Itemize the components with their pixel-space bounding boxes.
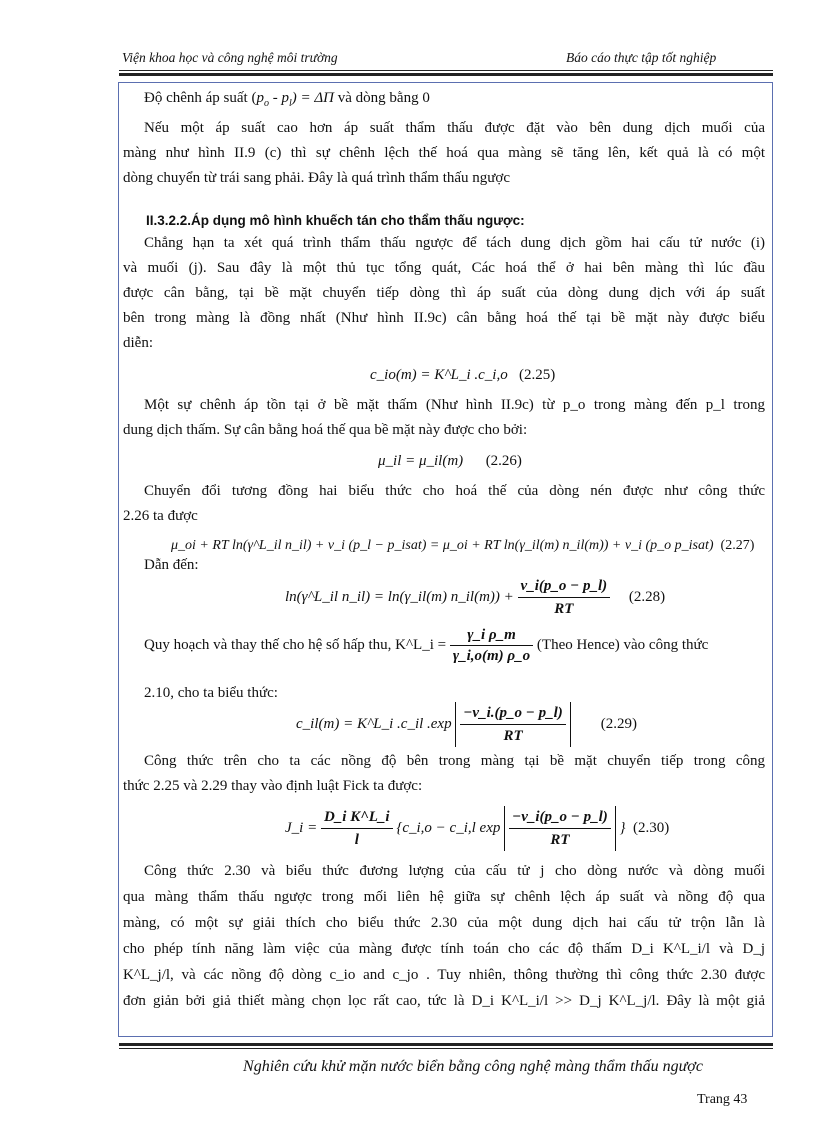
text-line: Chẳng hạn ta xét quá trình thẩm thấu ngược để tách dung dịch gồm hai cấu tử nước (i): [144, 235, 765, 251]
text-line: màng, có một sự giải thích cho biểu thức 2.30 của một dung dịch hai cấu tử trộn lẫn là: [123, 915, 765, 931]
header-rule-thick: [119, 73, 773, 76]
text-line: 2.10, cho ta biểu thức:: [144, 685, 278, 701]
text-line: Quy hoạch và thay thế cho hệ số hấp thu, K^L_i = $\frac{\text{γ\_i ρ\_m}}{\gamma\_i,o(m) \rho\_o}$ (Theo Hence) vào công thức: [144, 627, 709, 664]
header-rule-thin: [119, 70, 773, 71]
footer-rule-thin: [119, 1048, 773, 1049]
equation-2-30: J_i = $\frac{\text{D\_i K\textasciicircum{}L\_i}}{l}$ {c_i,o − c_i,l exp $\frac{-v\_i(p\_o - p\_l)}{RT}$ } (2.30): [285, 806, 669, 851]
header-right: Báo cáo thực tập tốt nghiệp: [566, 50, 717, 65]
text-line: Công thức trên cho ta các nồng độ bên trong màng tại bề mặt chuyển tiếp trong công: [144, 753, 765, 769]
bracket: [504, 806, 616, 851]
fraction: $\frac{\text{D\_i K\textasciicircum{}L\_i}}{l}$: [321, 806, 393, 851]
text-line: Nếu một áp suất cao hơn áp suất thẩm thấu được đặt vào bên dung dịch muối của: [144, 120, 765, 136]
page-number: Trang 43: [697, 1092, 748, 1107]
equation-2-27: μ_oi + RT ln(γ^L_il n_il) + v_i (p_l − p_isat) = μ_oi + RT ln(γ_il(m) n_il(m)) + v_i (p_o p_isat) (2.27): [171, 538, 755, 553]
text-line: 2.26 ta được: [123, 508, 198, 524]
text-line: dung dịch thấm. Sự cân bằng hoá thế qua bề mặt này được cho bởi:: [123, 422, 528, 438]
text-line: diễn:: [123, 335, 153, 351]
text-line: thức 2.25 và 2.29 thay vào định luật Fick ta được:: [123, 778, 423, 794]
text-line: bên trong màng là đồng nhất (Như hình II.9c) cân bằng hoá thế tại bề mặt này được biểu: [123, 310, 765, 326]
text-line: cho phép tính năng làm việc của màng được tính toán cho các độ thấm D_i K^L_i/l và D_j: [123, 941, 765, 957]
text-line: Một sự chênh áp tồn tại ở bề mặt thấm (Như hình II.9c) từ p_o trong màng đến p_l trong: [144, 397, 765, 413]
text-line: được cân bằng, tại bề mặt chuyển tiếp dòng thì áp suất của dòng dung dịch với áp suất: [123, 285, 765, 301]
fraction: $\frac{\text{γ\_i ρ\_m}}{\gamma\_i,o(m) \rho\_o}$: [450, 625, 533, 666]
text-line: Độ chênh áp suất $(p_o - p_l) = \Delta\Pi$ và dòng bằng 0: [144, 90, 430, 109]
text-line: và muối (j). Sau đây là một thủ tục tổng quát, Các hoá thể ở hai bên màng thì lúc đầu: [123, 260, 765, 276]
text-line: dòng chuyển từ trái sang phải. Đây là quá trình thẩm thấu ngược: [123, 170, 511, 186]
text-line: K^L_j/l, và các nồng độ dòng c_io and c_jo . Tuy nhiên, thông thường thì công thức 2.30 được: [123, 967, 765, 983]
footer-title: Nghiên cứu khử mặn nước biển bằng công nghệ màng thẩm thấu ngược: [243, 1058, 703, 1075]
fraction: $\frac{-v\_i.(p\_o - p\_l)}{RT}$: [460, 702, 565, 747]
equation-2-26: μ_il = μ_il(m) (2.26): [378, 453, 522, 469]
header-left: Viện khoa học và công nghệ môi trường: [122, 50, 338, 65]
text-line: qua màng thẩm thấu ngược trong mối liên hệ giữa sự chênh lệch áp suất và nồng độ qua: [123, 889, 765, 905]
text-line: màng như hình II.9 (c) thì sự chênh lệch thế hoá qua màng sẽ tăng lên, kết quả là có một: [123, 145, 765, 161]
text-line: Dẫn đến:: [144, 557, 199, 573]
equation-2-25: c_io(m) = K^L_i .c_i,o (2.25): [370, 367, 556, 383]
text-line: Công thức 2.30 và biểu thức đương lượng của cấu tử j cho dòng nước và dòng muối: [144, 863, 765, 879]
bracket: [455, 702, 570, 747]
equation-2-28: ln(γ^L_il n_il) = ln(γ_il(m) n_il(m)) + $\frac{v\_i(p\_o - p\_l)}{RT}$ (2.28): [285, 575, 665, 620]
section-heading: II.3.2.2.Áp dụng mô hình khuếch tán cho thẩm thấu ngược:: [146, 213, 525, 228]
footer-rule-thick: [119, 1043, 773, 1046]
fraction: $\frac{-v\_i(p\_o - p\_l)}{RT}$: [509, 806, 611, 851]
fraction: $\frac{v\_i(p\_o - p\_l)}{RT}$: [518, 575, 611, 620]
equation-2-29: c_il(m) = K^L_i .c_il .exp $\frac{-v\_i.(p\_o - p\_l)}{RT}$ (2.29): [296, 702, 637, 747]
text-line: đơn giản bởi giả thiết màng chọn lọc rất cao, tức là D_i K^L_i/l >> D_j K^L_j/l. Đây là một giả: [123, 993, 765, 1009]
text-line: Chuyển đổi tương đồng hai biểu thức cho hoá thế của dòng nén được như công thức: [144, 483, 765, 499]
